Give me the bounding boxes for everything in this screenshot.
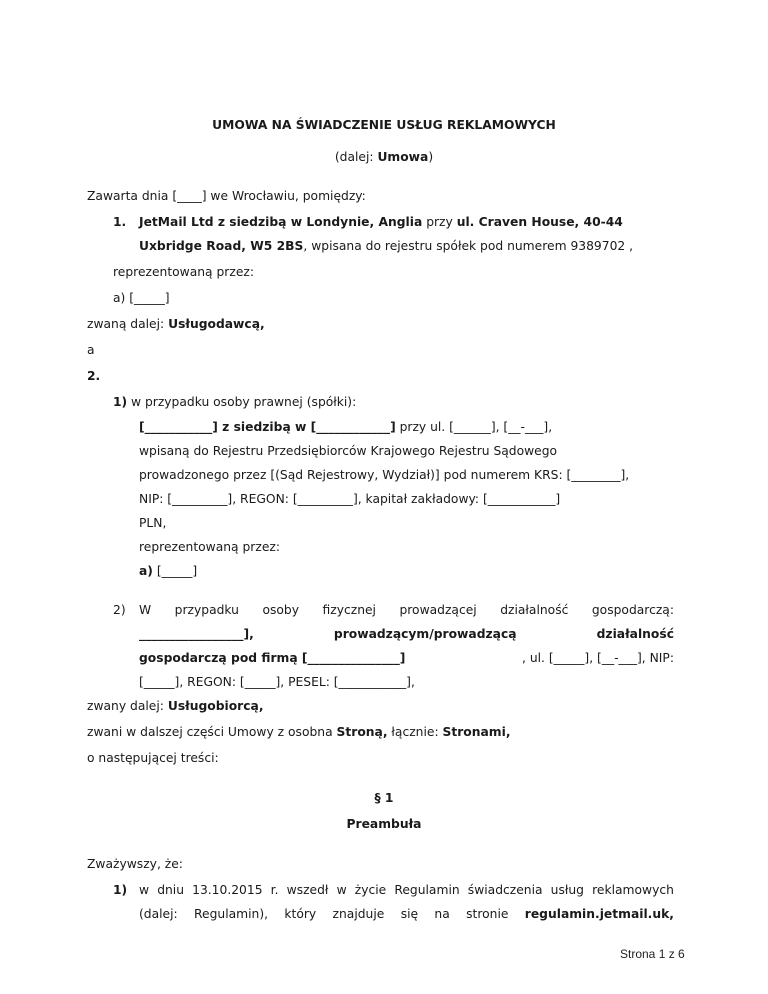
section-number: § 1: [374, 791, 394, 805]
and-word: a: [87, 343, 95, 357]
concluded-line: Zawarta dnia [____] we Wrocławiu, pomiędzy:: [87, 189, 366, 203]
p2-2-line2: _________________], prowadzącym/prowadzącą działalność: [139, 627, 674, 641]
called-provider: zwaną dalej: Usługodawcą,: [87, 317, 265, 331]
p2-1-represented: reprezentowaną przez:: [139, 540, 280, 554]
p2-1-line4: NIP: [_________], REGON: [_________], kapitał zakładowy: [___________]: [139, 492, 561, 506]
p2-2-number: 2): [113, 603, 126, 617]
document-title: UMOWA NA ŚWIADCZENIE USŁUG REKLAMOWYCH: [212, 118, 556, 132]
p2-1-line3: prowadzonego przez [(Sąd Rejestrowy, Wydział)] pod numerem KRS: [________],: [139, 468, 630, 482]
party2-number: 2.: [87, 369, 101, 383]
party1-represented: reprezentowaną przez:: [113, 265, 254, 279]
p2-1-rep-a: a) [_____]: [139, 564, 198, 578]
called-client: zwany dalej: Usługobiorcą,: [87, 699, 264, 713]
party1-line2: Uxbridge Road, W5 2BS, wpisana do rejestru spółek pod numerem 9389702 ,: [139, 239, 634, 253]
p2-2-line3: gospodarczą pod firmą [_______________] , ul. [_____], [__-___], NIP:: [139, 651, 674, 665]
following-line: o następującej treści:: [87, 751, 219, 765]
whereas-line: Zważywszy, że:: [87, 857, 183, 871]
document-subtitle: (dalej: Umowa): [334, 150, 434, 164]
p2-1-number: 1): [113, 395, 128, 409]
p2-1-heading: w przypadku osoby prawnej (spółki):: [131, 395, 357, 409]
w1-line1: w dniu 13.10.2015 r. wszedł w życie Regulamin świadczenia usług reklamowych: [139, 883, 674, 897]
p2-2-line1: W przypadku osoby fizycznej prowadzącej działalność gospodarczą:: [139, 603, 674, 617]
p2-1-line5: PLN,: [139, 516, 167, 530]
party1-number: 1.: [113, 215, 127, 229]
p2-1-line1: [___________] z siedzibą w [____________] przy ul. [______], [__-___],: [139, 420, 553, 434]
party1-rep-a: a) [_____]: [113, 291, 170, 305]
page-number: Strona 1 z 6: [620, 947, 685, 961]
p2-2-line4: [_____], REGON: [_____], PESEL: [___________],: [139, 675, 415, 689]
section-title: Preambuła: [346, 817, 422, 831]
w1-line2: (dalej: Regulamin), który znajduje się na stronie regulamin.jetmail.uk,: [139, 907, 674, 921]
parties-line: zwani w dalszej części Umowy z osobna Stroną, łącznie: Stronami,: [87, 725, 511, 739]
p2-1-line2: wpisaną do Rejestru Przedsiębiorców Krajowego Rejestru Sądowego: [139, 444, 558, 458]
w1-number: 1): [113, 883, 128, 897]
party1-line1: JetMail Ltd z siedzibą w Londynie, Anglia przy ul. Craven House, 40-44: [139, 215, 623, 229]
